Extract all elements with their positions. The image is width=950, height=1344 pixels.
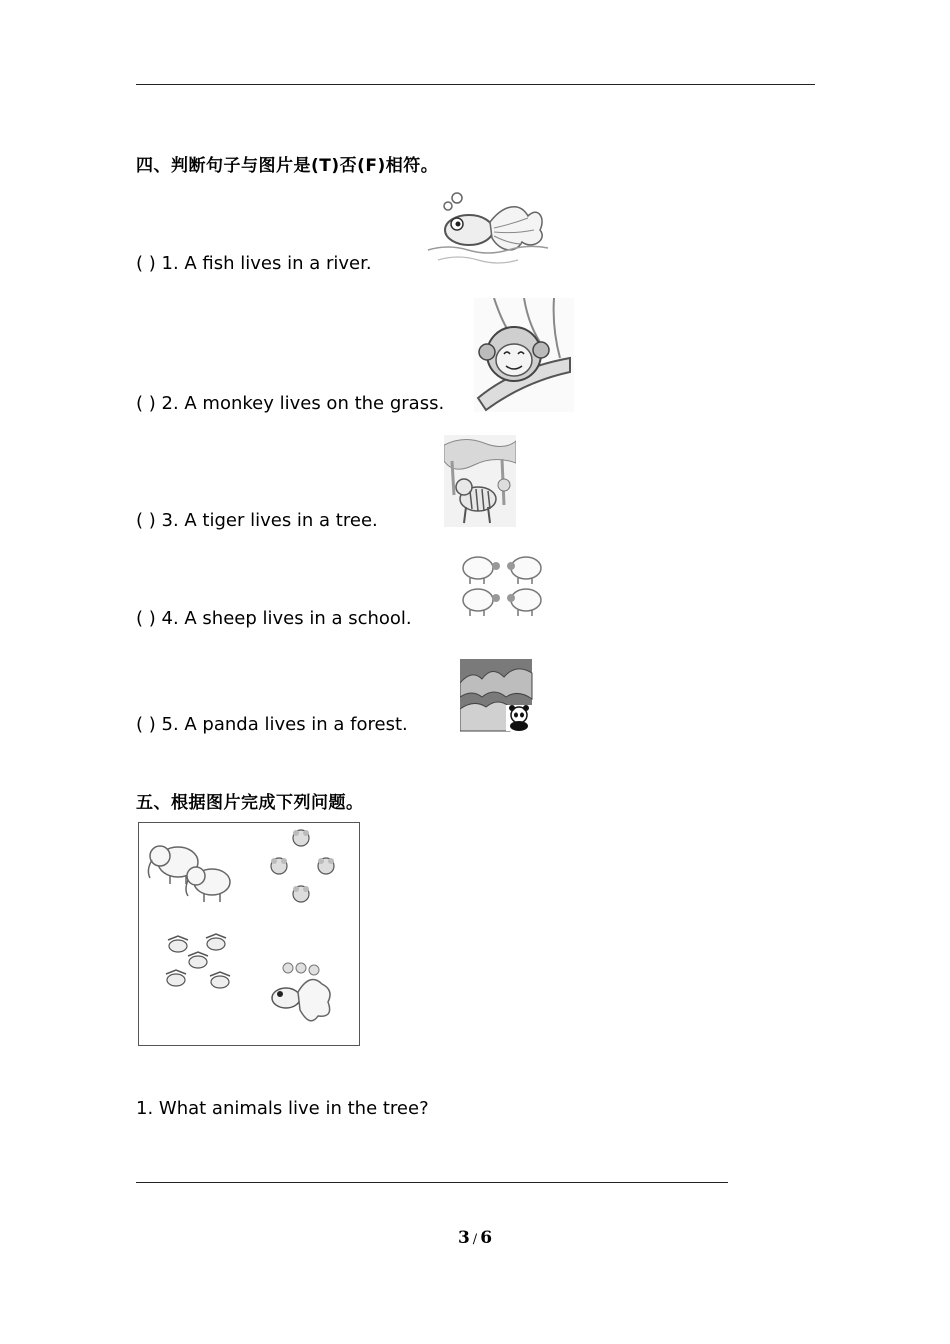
animals-scene-icon [138, 822, 360, 1046]
page-current: 3 [457, 1228, 470, 1248]
answer-line[interactable] [136, 1182, 728, 1183]
tiger-in-forest-icon [444, 435, 516, 527]
page-number [0, 1228, 950, 1248]
question-5: ( ) 5. A panda lives in a forest. [136, 714, 408, 735]
header-rule [136, 84, 815, 85]
panda-in-forest-icon [460, 659, 534, 733]
monkey-in-tree-icon [474, 298, 574, 412]
section4-heading: 四、判断句子与图片是(T)否(F)相符。 [136, 156, 439, 176]
question-4: ( ) 4. A sheep lives in a school. [136, 608, 412, 629]
sheep-group-icon [456, 550, 552, 622]
page-separator: / [472, 1232, 478, 1247]
page-total: 6 [480, 1228, 493, 1248]
question-section5-1: 1. What animals live in the tree? [136, 1098, 429, 1119]
section5-heading: 五、根据图片完成下列问题。 [136, 793, 364, 813]
question-2: ( ) 2. A monkey lives on the grass. [136, 393, 445, 414]
question-3: ( ) 3. A tiger lives in a tree. [136, 510, 378, 531]
goldfish-icon [424, 188, 552, 270]
question-1: ( ) 1. A fish lives in a river. [136, 253, 372, 274]
